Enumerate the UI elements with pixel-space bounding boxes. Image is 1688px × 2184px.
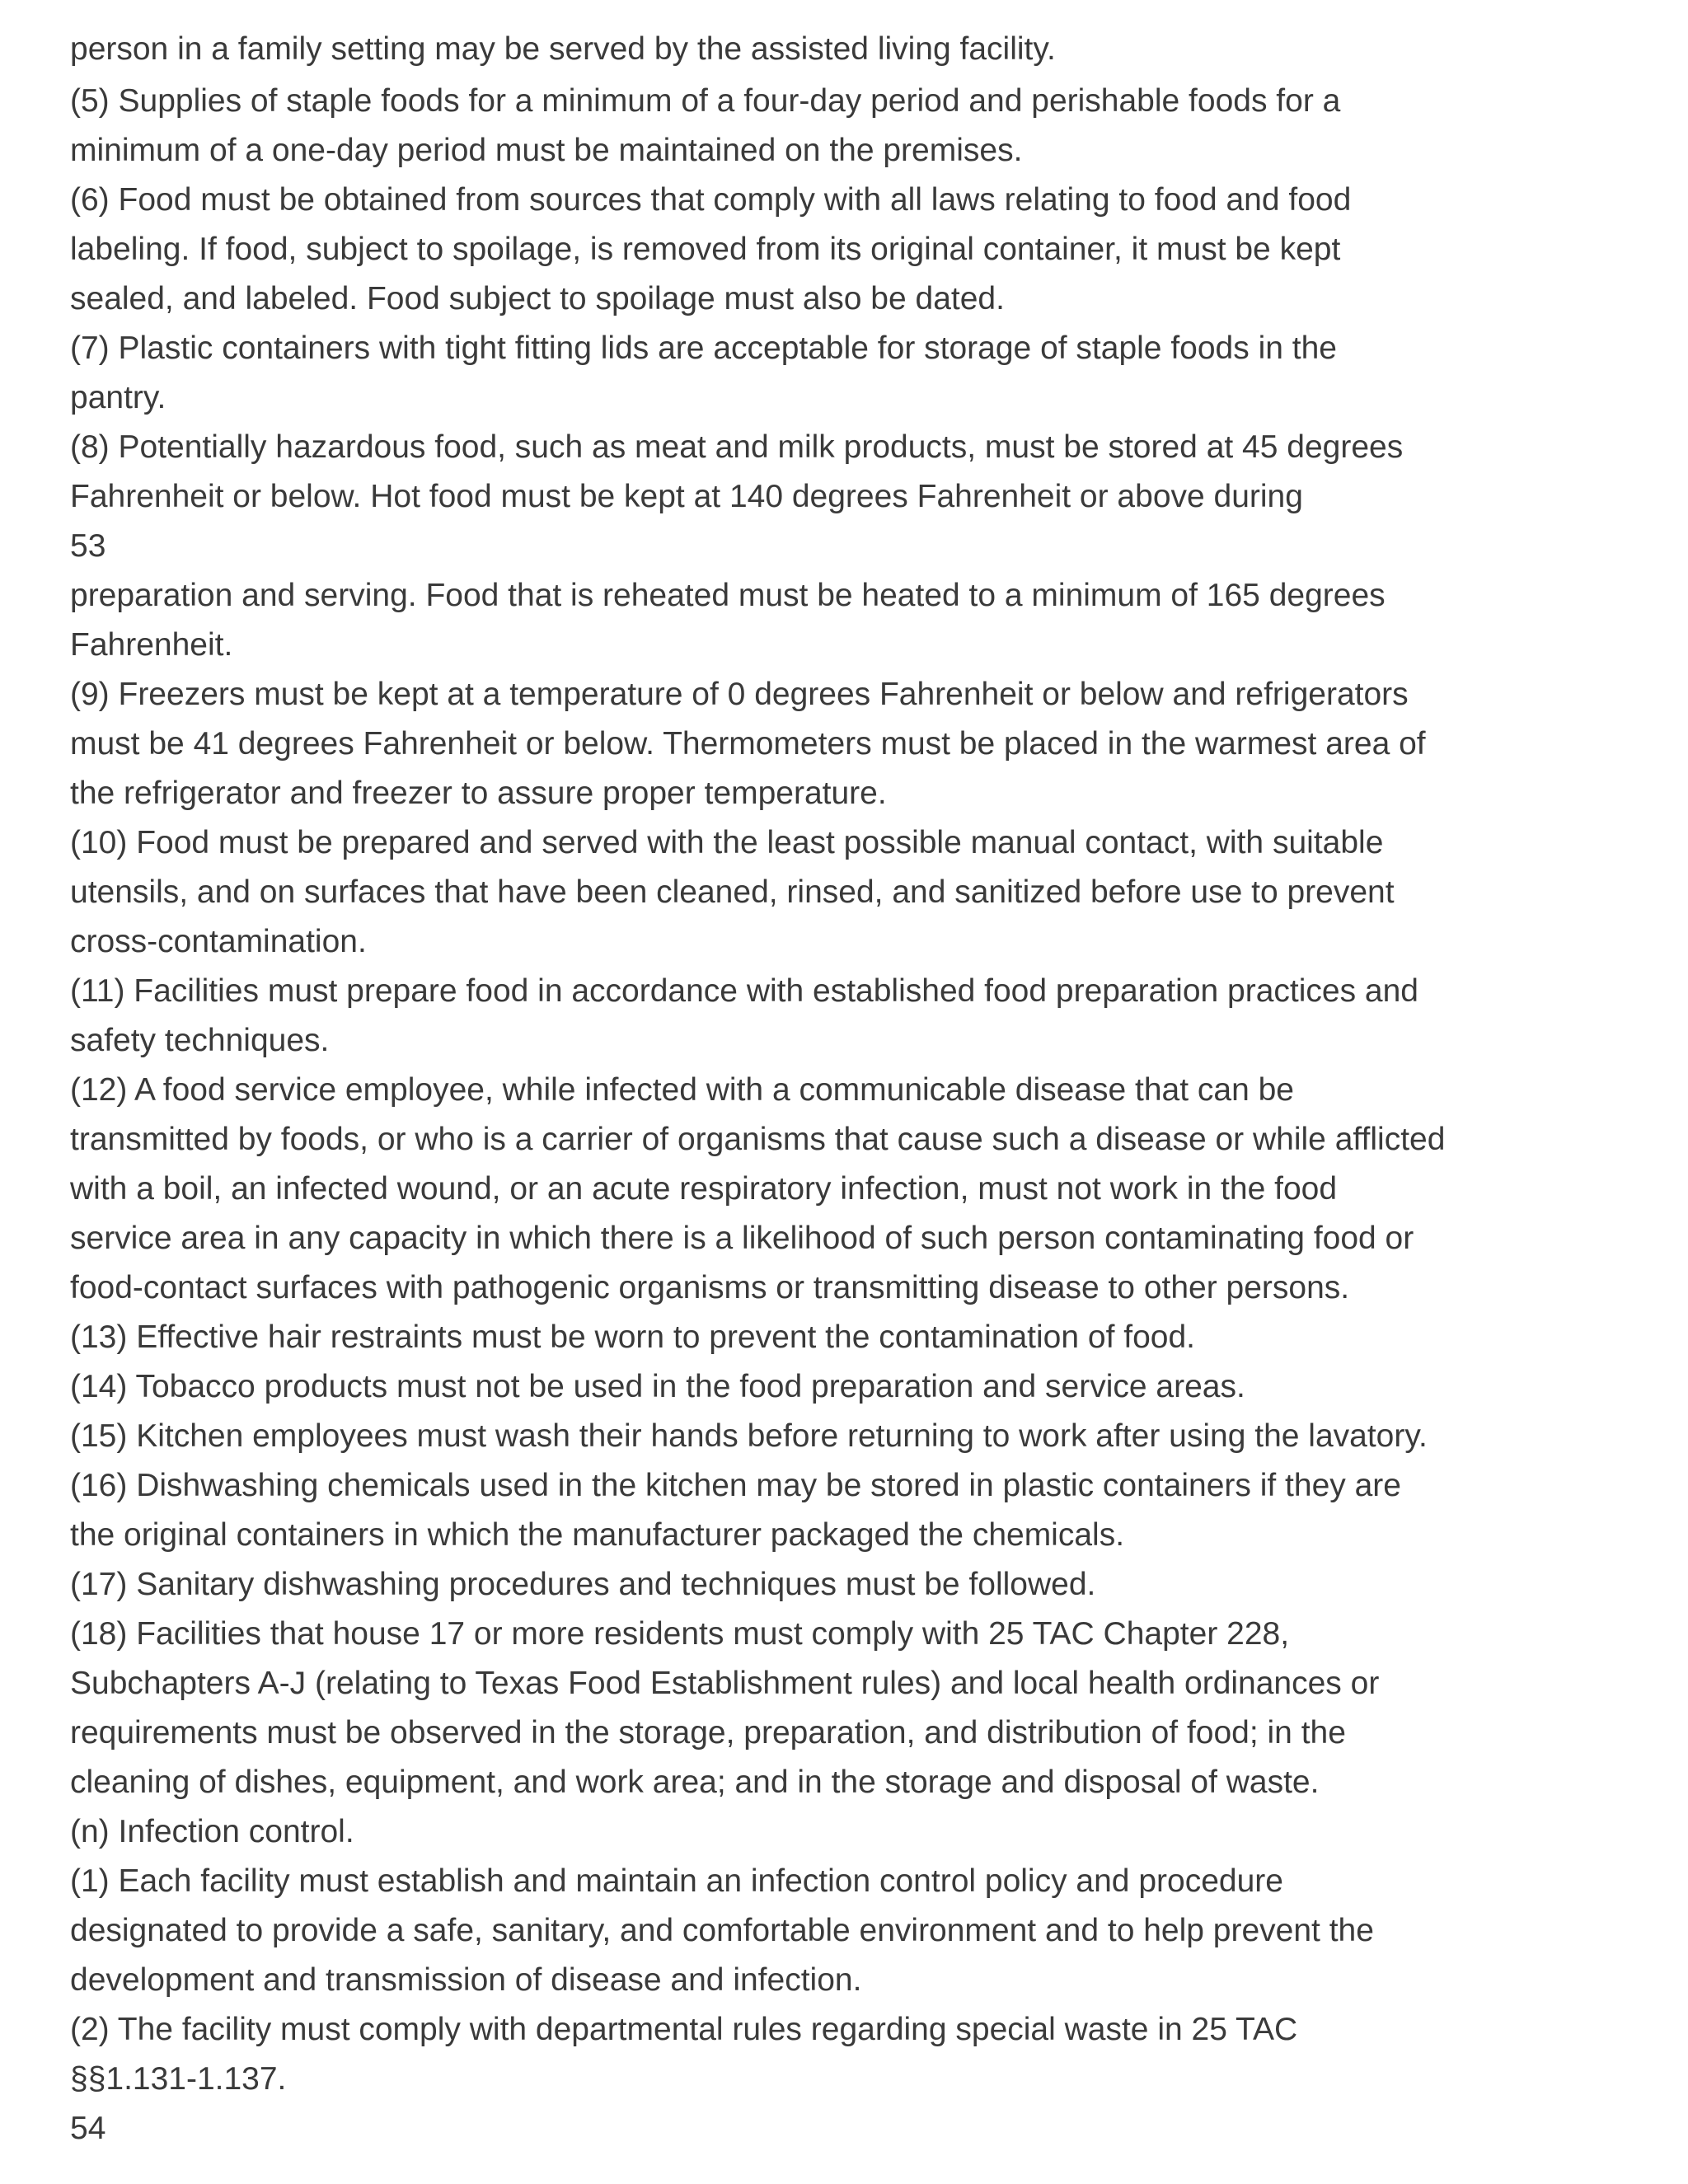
text-line: pantry.	[70, 380, 166, 415]
document-page	[70, 0, 1653, 2184]
text-line: preparation and serving. Food that is reheated must be heated to a minimum of 165 degrees	[70, 578, 1386, 613]
text-line: sealed, and labeled. Food subject to spoilage must also be dated.	[70, 281, 1005, 316]
text-line: §§1.131-1.137.	[70, 2061, 287, 2097]
text-line: cleaning of dishes, equipment, and work area; and in the storage and disposal of waste.	[70, 1765, 1320, 1800]
text-line: (7) Plastic containers with tight fitting lids are acceptable for storage of staple foods in the	[70, 330, 1337, 366]
page-number: 54	[70, 2111, 106, 2146]
text-line: (8) Potentially hazardous food, such as meat and milk products, must be stored at 45 degrees	[70, 429, 1404, 465]
text-line: requirements must be observed in the storage, preparation, and distribution of food; in the	[70, 1715, 1346, 1750]
text-line: development and transmission of disease and infection.	[70, 1962, 862, 1998]
text-line: transmitted by foods, or who is a carrier of organisms that cause such a disease or while afflicted	[70, 1122, 1446, 1157]
text-line: (10) Food must be prepared and served with the least possible manual contact, with suitable	[70, 825, 1384, 860]
text-line: (5) Supplies of staple foods for a minimum of a four-day period and perishable foods for a	[70, 83, 1341, 119]
text-line: labeling. If food, subject to spoilage, is removed from its original container, it must be kept	[70, 232, 1341, 267]
text-line: must be 41 degrees Fahrenheit or below. Thermometers must be placed in the warmest area of	[70, 726, 1426, 762]
text-line: food-contact surfaces with pathogenic organisms or transmitting disease to other persons.	[70, 1270, 1350, 1305]
text-line: the original containers in which the manufacturer packaged the chemicals.	[70, 1517, 1125, 1553]
text-line: with a boil, an infected wound, or an acute respiratory infection, must not work in the food	[70, 1171, 1338, 1207]
text-line: (12) A food service employee, while infected with a communicable disease that can be	[70, 1072, 1294, 1108]
text-line: Fahrenheit.	[70, 627, 233, 663]
text-line: (15) Kitchen employees must wash their hands before returning to work after using the lavatory.	[70, 1418, 1428, 1454]
text-line: (17) Sanitary dishwashing procedures and techniques must be followed.	[70, 1567, 1096, 1602]
text-line: service area in any capacity in which there is a likelihood of such person contaminating food or	[70, 1221, 1414, 1256]
text-line: (18) Facilities that house 17 or more residents must comply with 25 TAC Chapter 228,	[70, 1616, 1290, 1652]
text-line: (1) Each facility must establish and maintain an infection control policy and procedure	[70, 1863, 1283, 1899]
text-line: safety techniques.	[70, 1023, 330, 1058]
text-line: Subchapters A-J (relating to Texas Food Establishment rules) and local health ordinances or	[70, 1666, 1380, 1701]
text-line: designated to provide a safe, sanitary, and comfortable environment and to help prevent the	[70, 1913, 1374, 1948]
text-line: minimum of a one-day period must be maintained on the premises.	[70, 133, 1023, 168]
text-line: (9) Freezers must be kept at a temperature of 0 degrees Fahrenheit or below and refrigerators	[70, 677, 1409, 712]
text-line: Fahrenheit or below. Hot food must be kept at 140 degrees Fahrenheit or above during	[70, 479, 1303, 514]
text-line: (2) The facility must comply with departmental rules regarding special waste in 25 TAC	[70, 2012, 1298, 2047]
text-line: (16) Dishwashing chemicals used in the kitchen may be stored in plastic containers if they are	[70, 1468, 1401, 1503]
text-line: (11) Facilities must prepare food in accordance with established food preparation practices and	[70, 973, 1419, 1009]
text-line: person in a family setting may be served by the assisted living facility.	[70, 31, 1056, 67]
page-number: 53	[70, 528, 106, 564]
text-line: the refrigerator and freezer to assure proper temperature.	[70, 776, 887, 811]
text-line: (13) Effective hair restraints must be worn to prevent the contamination of food.	[70, 1319, 1195, 1355]
text-line: cross-contamination.	[70, 924, 367, 959]
text-line: utensils, and on surfaces that have been cleaned, rinsed, and sanitized before use to prevent	[70, 874, 1395, 910]
text-line: (14) Tobacco products must not be used in the food preparation and service areas.	[70, 1369, 1245, 1404]
text-line: (n) Infection control.	[70, 1814, 354, 1849]
text-line: (6) Food must be obtained from sources that comply with all laws relating to food and food	[70, 182, 1352, 218]
